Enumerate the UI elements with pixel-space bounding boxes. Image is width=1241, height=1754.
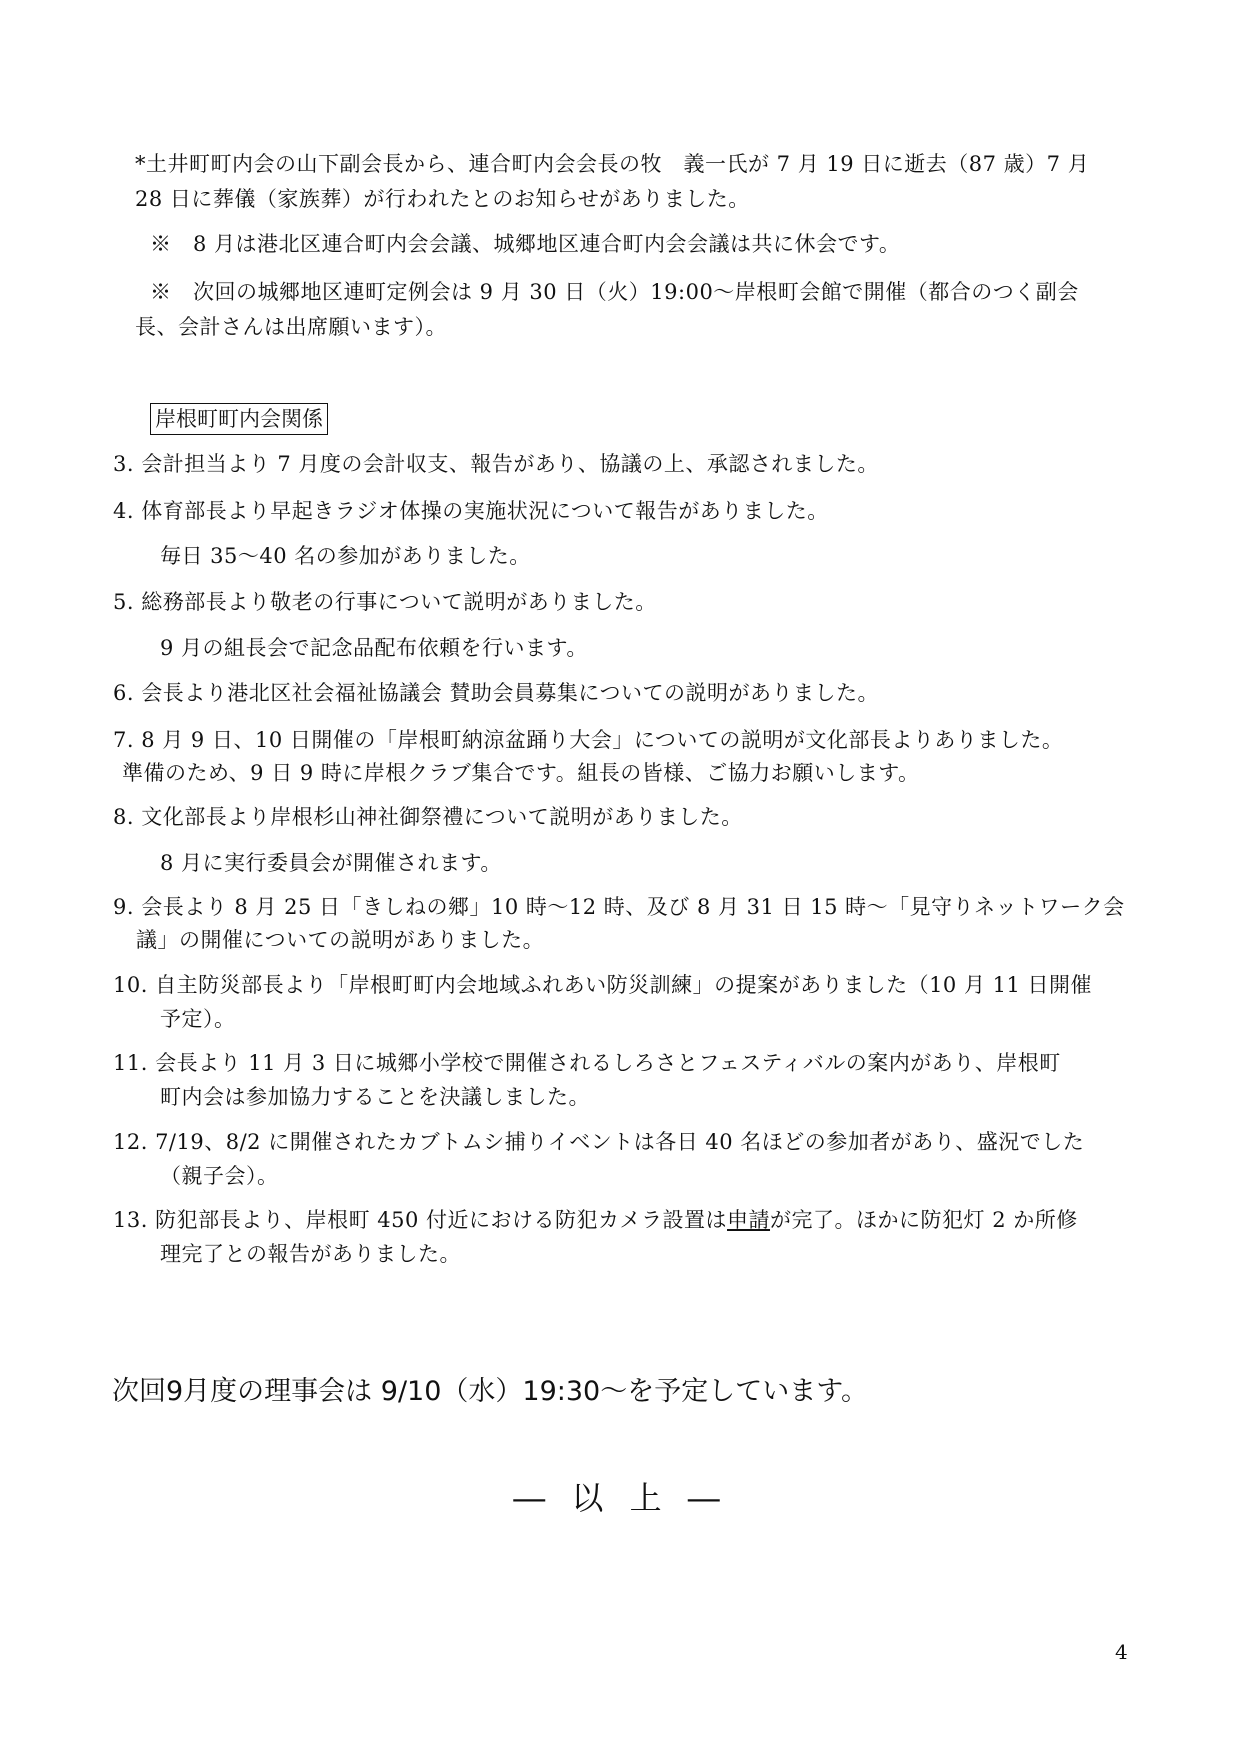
item-10-line-2: 予定）。 <box>160 1007 236 1031</box>
item-13-underlined-word: 申請 <box>727 1208 771 1232</box>
closing-mark: ― 以 上 ― <box>513 1479 728 1517</box>
note-next-meeting-line-2: 長、会計さんは出席願います）。 <box>135 315 447 339</box>
page-number: 4 <box>1115 1640 1128 1664</box>
item-13-line-2: 理完了との報告がありました。 <box>160 1242 461 1266</box>
notice-line-1: *土井町町内会の山下副会長から、連合町内会会長の牧 義一氏が 7 月 19 日に逝去（87 歳）7 月 <box>135 152 1090 176</box>
item-11-line-2: 町内会は参加協力することを決議しました。 <box>160 1085 590 1109</box>
item-9-line-1: 9. 会長より 8 月 25 日「きしねの郷」10 時～12 時、及び 8 月 31 日 15 時～「見守りネットワーク会 <box>113 895 1125 919</box>
item-4-detail: 毎日 35～40 名の参加がありました。 <box>160 544 531 568</box>
item-8-detail: 8 月に実行委員会が開催されます。 <box>160 851 502 875</box>
item-3: 3. 会計担当より 7 月度の会計収支、報告があり、協議の上、承認されました。 <box>113 452 879 476</box>
item-13-text-post: が完了。ほかに防犯灯 2 か所修 <box>770 1208 1078 1232</box>
item-7-line-2: 準備のため、9 日 9 時に岸根クラブ集合です。組長の皆様、ご協力お願いします。 <box>122 761 920 785</box>
item-7-line-1: 7. 8 月 9 日、10 日開催の「岸根町納涼盆踊り大会」についての説明が文化部長よりありました。 <box>113 728 1064 752</box>
next-board-meeting: 次回9月度の理事会は 9/10（水）19:30～を予定しています。 <box>112 1376 869 1407</box>
item-11-line-1: 11. 会長より 11 月 3 日に城郷小学校で開催されるしろさとフェスティバルの案内があり、岸根町 <box>113 1051 1061 1075</box>
item-13-line-1 <box>113 1206 1078 1234</box>
item-13-text-pre: 13. 防犯部長より、岸根町 450 付近における防犯カメラ設置は <box>113 1208 728 1232</box>
item-5-detail: 9 月の組長会で記念品配布依頼を行います。 <box>160 636 588 660</box>
section-title: 岸根町町内会関係 <box>150 403 328 435</box>
item-5: 5. 総務部長より敬老の行事について説明がありました。 <box>113 590 657 614</box>
notice-line-2: 28 日に葬儀（家族葬）が行われたとのお知らせがありました。 <box>135 187 750 211</box>
item-8: 8. 文化部長より岸根杉山神社御祭禮について説明がありました。 <box>113 805 743 829</box>
item-12-line-1: 12. 7/19、8/2 に開催されたカブトムシ捕りイベントは各日 40 名ほどの参加者があり、盛況でした <box>113 1130 1085 1154</box>
item-12-line-2: （親子会）。 <box>160 1164 279 1188</box>
item-10-line-1: 10. 自主防災部長より「岸根町町内会地域ふれあい防災訓練」の提案がありました（10 月 11 日開催 <box>113 973 1093 997</box>
item-4: 4. 体育部長より早起きラジオ体操の実施状況について報告がありました。 <box>113 499 829 523</box>
note-next-meeting-line-1: ※ 次回の城郷地区連町定例会は 9 月 30 日（火）19:00～岸根町会館で開催（都合のつく副会 <box>150 280 1079 304</box>
note-august-recess: ※ 8 月は港北区連合町内会会議、城郷地区連合町内会会議は共に休会です。 <box>150 232 901 256</box>
item-6: 6. 会長より港北区社会福祉協議会 賛助会員募集についての説明がありました。 <box>113 681 879 705</box>
item-9-line-2: 議」の開催についての説明がありました。 <box>136 928 545 952</box>
